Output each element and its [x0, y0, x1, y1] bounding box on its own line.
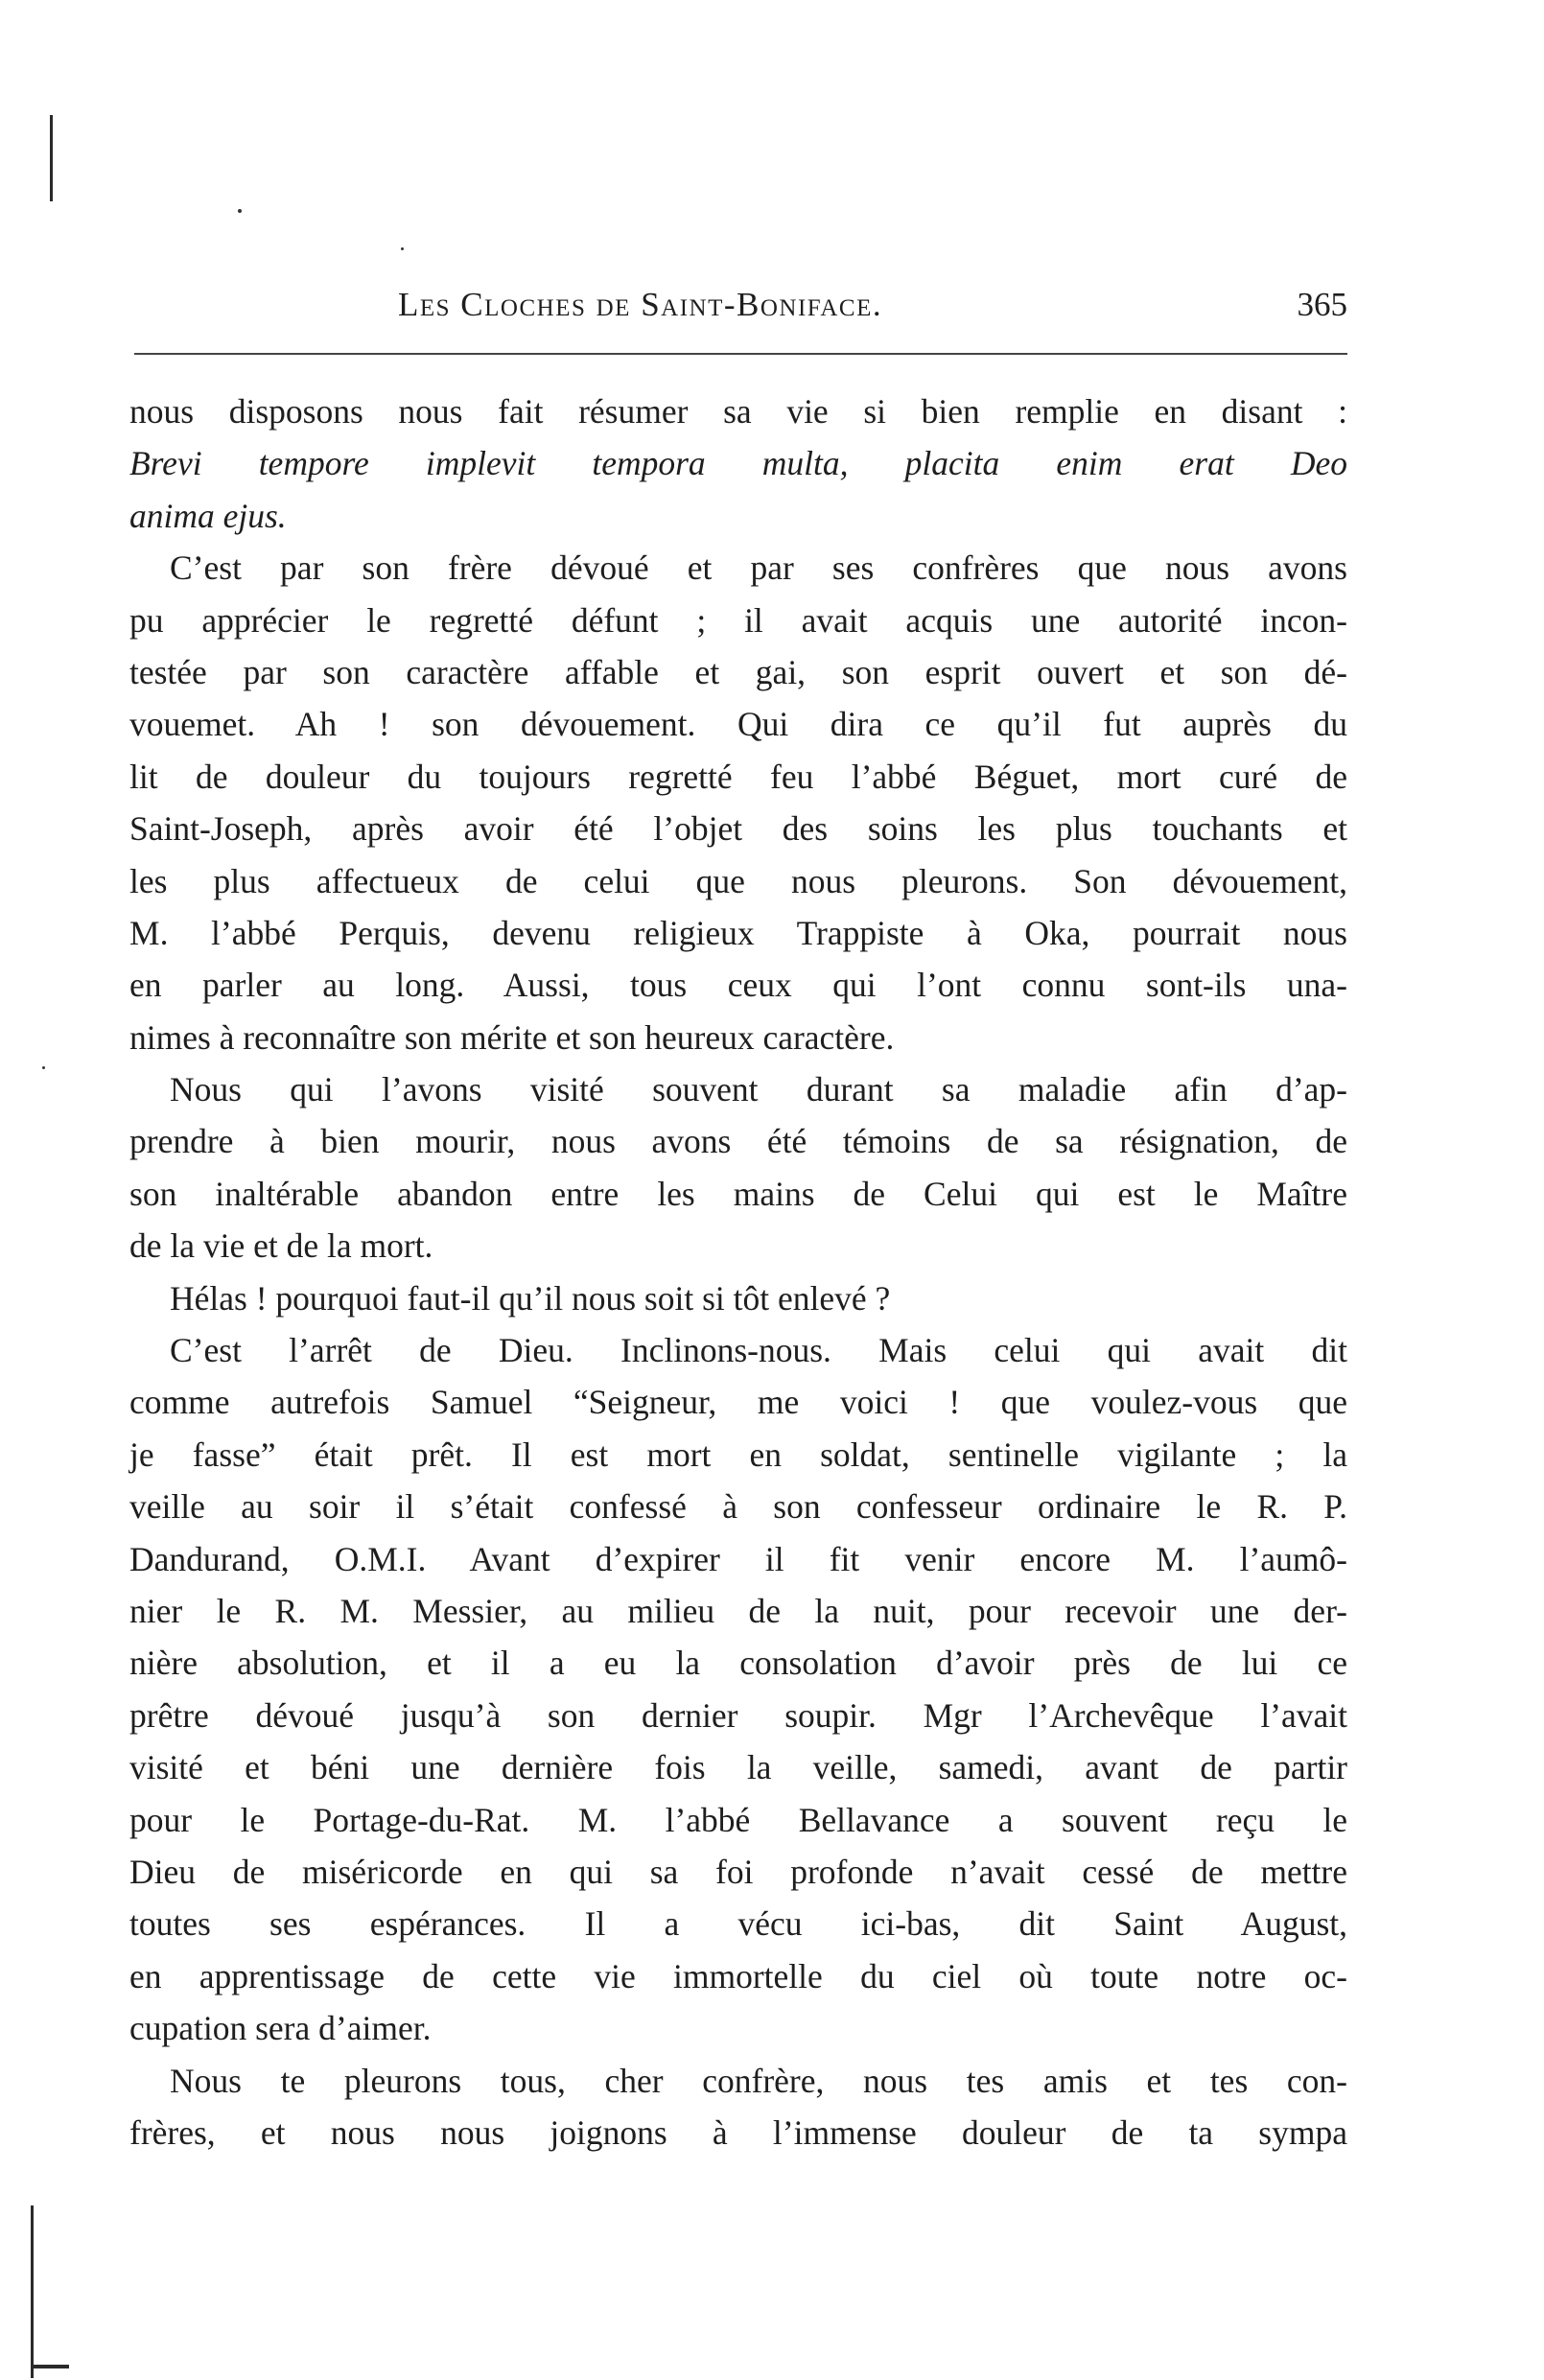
text-line: vouemet. Ah ! son dévouement. Qui dira ce qu’il fut auprès du	[129, 705, 1347, 744]
text-line: lit de douleur du toujours regretté feu l’abbé Béguet, mort curé de	[129, 757, 1347, 796]
text-line: en apprentissage de cette vie immortelle du ciel où toute notre oc-	[129, 1956, 1347, 1995]
text-line: son inaltérable abandon entre les mains de Celui qui est le Maître	[129, 1174, 1347, 1213]
text-line: les plus affectueux de celui que nous pleurons. Son dévouement,	[129, 861, 1347, 900]
text-line: nier le R. M. Messier, au milieu de la nuit, pour recevoir une der-	[129, 1591, 1347, 1630]
text-line: C’est l’arrêt de Dieu. Inclinons-nous. Mais celui qui avait dit	[170, 1331, 1347, 1370]
text-line: nimes à reconnaître son mérite et son heureux caractère.	[129, 1017, 895, 1057]
text-line: Nous te pleurons tous, cher confrère, nous tes amis et tes con-	[170, 2061, 1347, 2100]
scan-edge-mark	[31, 2365, 69, 2368]
text-line: prendre à bien mourir, nous avons été témoins de sa résignation, de	[129, 1122, 1347, 1161]
page-number: 365	[1297, 286, 1347, 323]
scan-speck	[238, 209, 242, 213]
text-line: cupation sera d’aimer.	[129, 2009, 432, 2048]
text-line: Nous qui l’avons visité souvent durant sa maladie afin d’ap-	[170, 1070, 1347, 1109]
scan-edge-mark	[50, 115, 53, 201]
text-line: frères, et nous nous joignons à l’immense douleur de ta sympa	[129, 2112, 1347, 2152]
text-line: Brevi tempore implevit tempora multa, placita enim erat Deo	[129, 444, 1347, 483]
scan-speck	[42, 1066, 45, 1069]
text-line: M. l’abbé Perquis, devenu religieux Trappiste à Oka, pourrait nous	[129, 913, 1347, 952]
text-line: pu apprécier le regretté défunt ; il avait acquis une autorité incon-	[129, 600, 1347, 640]
body-text	[129, 385, 1347, 2158]
text-line: Saint-Joseph, après avoir été l’objet des soins les plus touchants et	[129, 809, 1347, 849]
text-line: C’est par son frère dévoué et par ses confrères que nous avons	[170, 548, 1347, 588]
scan-edge-mark	[31, 2205, 34, 2378]
text-line: de la vie et de la mort.	[129, 1226, 433, 1266]
text-line: nous disposons nous fait résumer sa vie si bien remplie en disant :	[129, 392, 1347, 431]
text-line: Hélas ! pourquoi faut-il qu’il nous soit si tôt enlevé ?	[170, 1278, 891, 1318]
scan-speck	[401, 247, 404, 250]
text-line: visité et béni une dernière fois la veille, samedi, avant de partir	[129, 1748, 1347, 1787]
header-rule	[134, 353, 1347, 355]
text-line: testée par son caractère affable et gai, son esprit ouvert et son dé-	[129, 652, 1347, 691]
text-line: Dieu de miséricorde en qui sa foi profonde n’avait cessé de mettre	[129, 1852, 1347, 1891]
text-line: en parler au long. Aussi, tous ceux qui l’ont connu sont-ils una-	[129, 966, 1347, 1005]
text-line: anima ejus.	[129, 496, 287, 535]
text-line: veille au soir il s’était confessé à son confesseur ordinaire le R. P.	[129, 1487, 1347, 1527]
text-line: Dandurand, O.M.I. Avant d’expirer il fit venir encore M. l’aumô-	[129, 1539, 1347, 1578]
text-line: toutes ses espérances. Il a vécu ici-bas, dit Saint August,	[129, 1904, 1347, 1944]
text-line: pour le Portage-du-Rat. M. l’abbé Bellavance a souvent reçu le	[129, 1800, 1347, 1839]
text-line: comme autrefois Samuel “Seigneur, me voici ! que voulez-vous que	[129, 1383, 1347, 1422]
running-head	[129, 286, 1347, 343]
text-line: prêtre dévoué jusqu’à son dernier soupir. Mgr l’Archevêque l’avait	[129, 1695, 1347, 1735]
text-line: je fasse” était prêt. Il est mort en soldat, sentinelle vigilante ; la	[129, 1435, 1347, 1474]
running-title: Les Cloches de Saint-Boniface.	[398, 286, 883, 323]
text-line: nière absolution, et il a eu la consolation d’avoir près de lui ce	[129, 1644, 1347, 1683]
